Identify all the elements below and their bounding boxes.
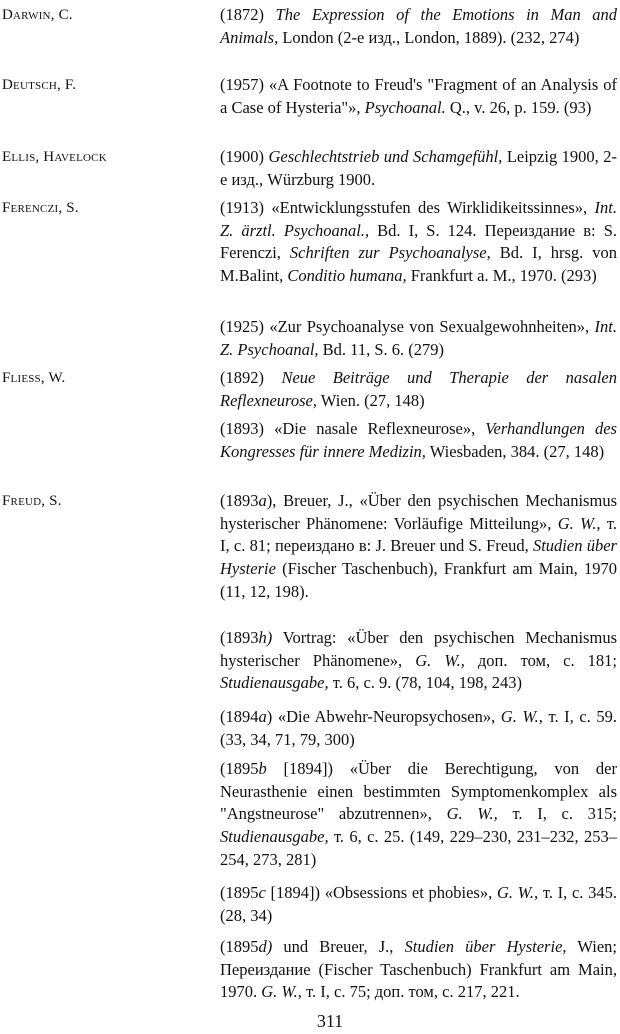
- reference-segment: Vortrag: «Über den psychischen Mechanismus hysterischer Phänomene»,: [220, 628, 617, 670]
- reference-segment: [1894]) «Über die Berechtigung, von der Neurasthenie einen bestimmten Symptomenkomplex als "Angstneurose" abzutrennen»,: [220, 759, 617, 824]
- reference-segment: (1957) «A Footnote to Freud's "Fragment of an Analysis of a Case of Hysteria"»,: [220, 75, 617, 117]
- reference-segment: Q., v. 26, p. 159. (93): [445, 97, 592, 117]
- reference-text: [220, 4, 617, 49]
- reference-segment: т. 6, с. 25. (149, 229–230, 231–232, 253–254, 273, 281): [220, 827, 617, 869]
- author-name: Darwin, C.: [2, 7, 73, 23]
- reference-text: [220, 627, 617, 695]
- reference-text: [220, 758, 617, 872]
- reference-segment: (1893: [220, 628, 259, 647]
- reference-segment: und Breuer, J.,: [272, 937, 405, 956]
- reference-segment: Wien. (27, 148): [316, 390, 425, 410]
- italic-title-text: h): [258, 628, 273, 647]
- italic-title-text: Studien über Hysterie,: [404, 937, 567, 956]
- reference-segment: Bd. I, hrsg. von M.Balint,: [220, 243, 617, 286]
- reference-segment: (1895: [220, 759, 259, 778]
- reference-segment: (1925) «Zur Psychoanalyse von Sexualgewohnheiten»,: [220, 317, 595, 336]
- author-name: Freud, S.: [2, 493, 62, 509]
- italic-title-text: Geschlechtstrieb und Schamgefühl,: [268, 147, 503, 166]
- reference-segment: доп. том, с. 181;: [464, 650, 617, 670]
- reference-segment: Wien; Переиздание (Fischer Taschenbuch) Frankfurt am Main, 1970.: [220, 937, 617, 1002]
- italic-title-text: a: [258, 491, 267, 510]
- italic-title-text: a: [258, 707, 267, 726]
- reference-segment: London (2-е изд., London, 1889). (232, 274): [278, 27, 580, 47]
- reference-text: [220, 936, 617, 1004]
- reference-segment: (1894: [220, 707, 259, 726]
- reference-segment: (1893: [220, 491, 259, 510]
- reference-text: [220, 74, 617, 119]
- italic-title-text: G. W.,: [557, 513, 601, 533]
- italic-title-text: Int. Z. ärztl. Psychoanal.,: [220, 198, 617, 240]
- italic-title-text: Studienausgabe,: [220, 827, 329, 847]
- italic-title-text: G. W.,: [261, 982, 302, 1002]
- reference-segment: т. I, с. 315;: [497, 804, 618, 824]
- italic-title-text: Neue Beiträge und Therapie der nasalen Reflexneurose,: [220, 368, 617, 410]
- reference-segment: Leipzig 1900, 2-е изд., Würzburg 1900.: [220, 147, 617, 189]
- italic-title-text: d): [258, 937, 273, 956]
- reference-segment: Wiesbaden, 384. (27, 148): [425, 441, 605, 461]
- italic-title-text: Int. Z. Psychoanal,: [220, 317, 617, 359]
- italic-title-text: G. W.,: [496, 883, 539, 902]
- reference-segment: (1913) «Entwicklungsstufen des Wirklidikeitssinnes»,: [220, 198, 595, 217]
- page-number: 311: [316, 1011, 344, 1031]
- reference-segment: [1894]) «Obsessions et phobies»,: [265, 883, 497, 902]
- reference-text: [220, 418, 617, 463]
- reference-text: [220, 367, 617, 412]
- italic-title-text: G. W.,: [446, 804, 498, 824]
- reference-segment: Frankfurt a. M., 1970. (293): [406, 266, 597, 286]
- reference-segment: (1895: [220, 883, 259, 902]
- reference-text: [220, 197, 617, 288]
- italic-title-text: The Expression of the Emotions in Man and Animals,: [220, 5, 617, 47]
- reference-text: [220, 882, 617, 927]
- italic-title-text: G. W.,: [500, 707, 543, 726]
- reference-segment: т. I, с. 75; доп. том, с. 217, 221.: [301, 982, 520, 1002]
- reference-text: [220, 316, 617, 361]
- reference-segment: т. I, с. 59. (33, 34, 71, 79, 300): [220, 707, 617, 749]
- reference-segment: (1893) «Die nasale Reflexneurose»,: [220, 419, 486, 438]
- reference-text: [220, 706, 617, 751]
- reference-segment: (1900): [220, 147, 269, 166]
- italic-title-text: c: [258, 883, 266, 902]
- reference-segment: (1895: [220, 937, 259, 956]
- italic-title-text: G. W.,: [415, 650, 465, 670]
- reference-segment: ) «Die Abwehr-Neuropsychosen»,: [266, 707, 501, 726]
- italic-title-text: Studienausgabe,: [220, 673, 329, 693]
- reference-segment: ), Breuer, J., «Über den psychischen Mechanismus hysterischer Phänomene: Vorläufige Mitteilung»,: [220, 491, 617, 533]
- italic-title-text: Verhandlungen des Kongresses für innere Medizin,: [220, 419, 617, 461]
- author-name: Ferenczi, S.: [2, 200, 79, 216]
- reference-segment: т. I, с. 81; переиздано в: J. Breuer und S. Freud,: [220, 513, 617, 556]
- reference-segment: (1872): [220, 5, 276, 24]
- author-name: Ellis, Havelock: [2, 149, 107, 165]
- reference-segment: (1892): [220, 368, 282, 387]
- italic-title-text: b: [258, 759, 267, 778]
- author-name: Fliess, W.: [2, 370, 66, 386]
- reference-segment: (Fischer Taschenbuch), Frankfurt am Main, 1970 (11, 12, 198).: [220, 559, 617, 601]
- author-name: Deutsch, F.: [2, 77, 77, 93]
- reference-segment: Bd. I, S. 124. Переиздание в: S. Ferenczi,: [220, 220, 618, 263]
- italic-title-text: Conditio humana,: [287, 266, 407, 286]
- reference-segment: т. I, с. 345. (28, 34): [220, 883, 618, 925]
- reference-segment: Bd. 11, S. 6. (279): [318, 339, 444, 359]
- reference-segment: т. 6, с. 9. (78, 104, 198, 243): [328, 673, 523, 693]
- italic-title-text: Studien über Hysterie: [220, 536, 617, 579]
- reference-text: [220, 146, 617, 191]
- italic-title-text: Schriften zur Psychoanalyse,: [289, 243, 491, 263]
- italic-title-text: Psychoanal.: [364, 97, 446, 117]
- reference-text: [220, 490, 617, 604]
